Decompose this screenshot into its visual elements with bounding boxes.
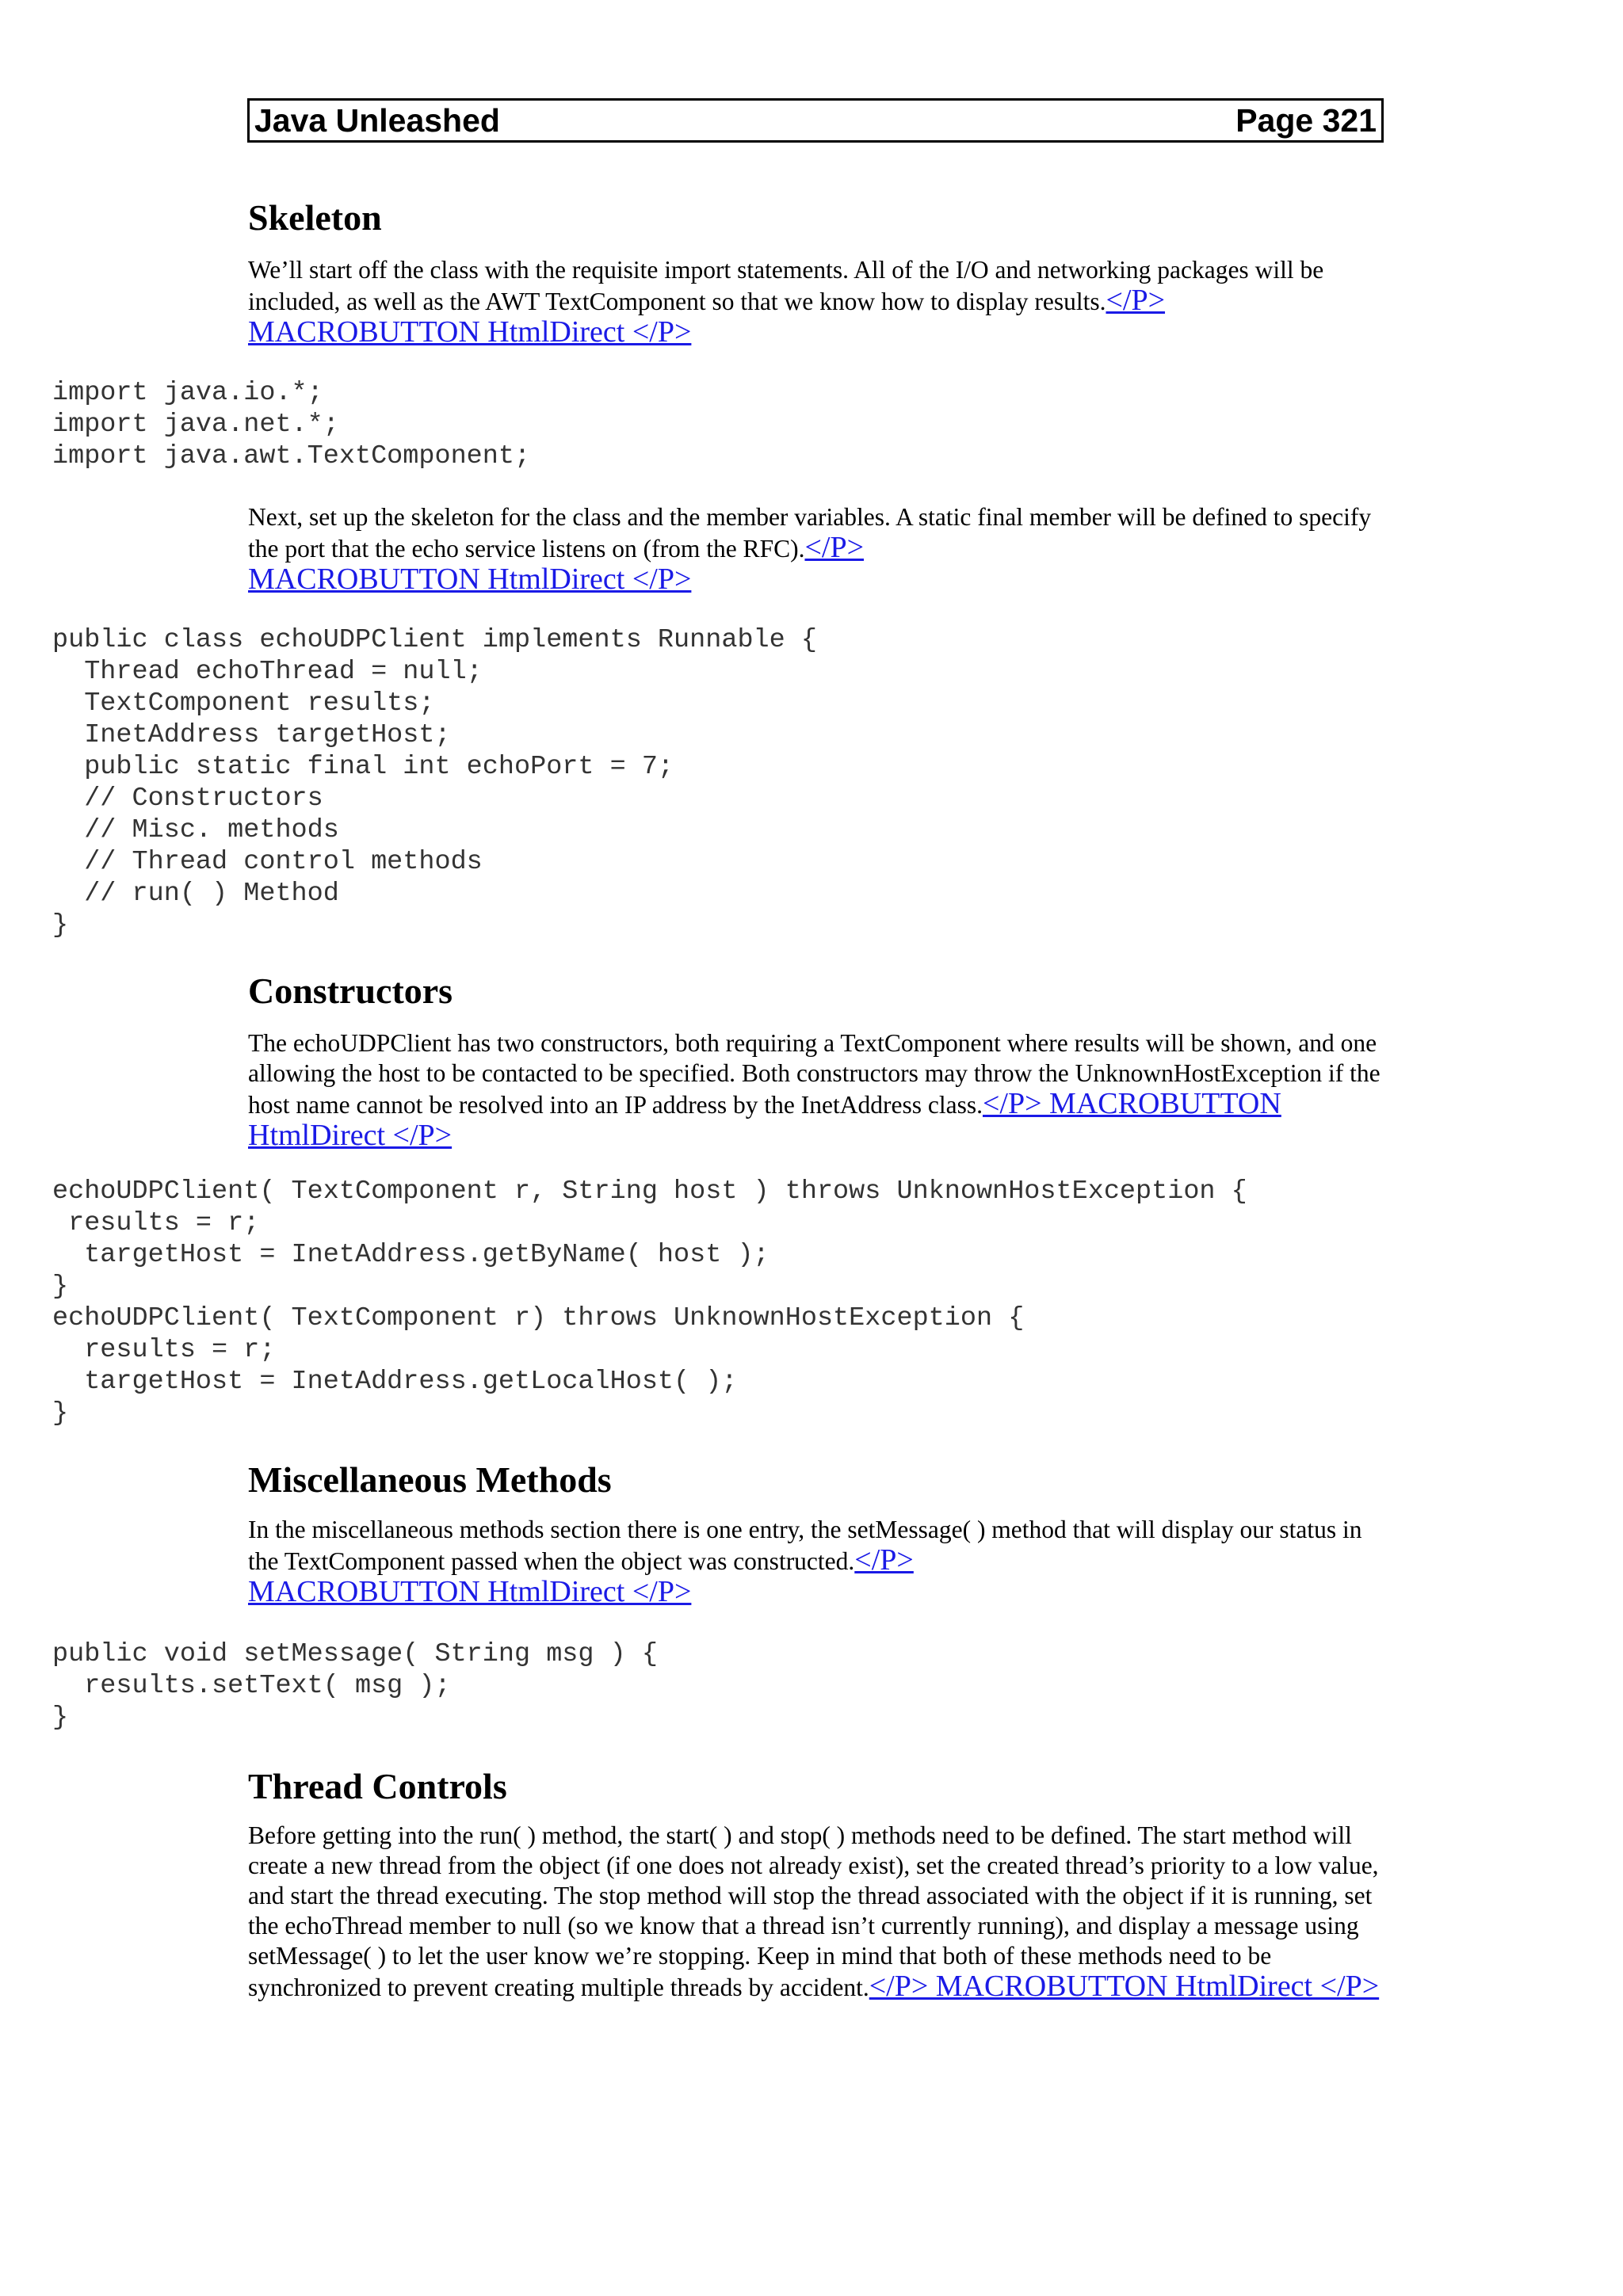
paragraph-text: Before getting into the run( ) method, the start( ) and stop( ) methods need to be defined. The start method will create a new thread from the object (if one does not already exist), set the created thread’s priority to a low value, and start the thread executing. The stop method will stop the thread associated with the object if it is running, set the echoThread member to null (so we know that a thread isn’t currently running), and display a message using setMessage( ) to let the user know we’re stopping. Keep in mind that both of these methods need to be synchronized to prevent creating multiple threads by accident. <box>248 1821 1379 2001</box>
code-block-imports: import java.io.*; import java.net.*; import java.awt.TextComponent; <box>52 378 531 471</box>
code-block-class-skeleton: public class echoUDPClient implements Runnable { Thread echoThread = null; TextComponent results; InetAddress targetHost; public static final int echoPort = 7; // Constructors // Misc. methods // Thread control methods // run( ) Method } <box>52 625 817 940</box>
heading-skeleton: Skeleton <box>248 197 382 238</box>
paragraph-text: We’ll start off the class with the requisite import statements. All of the I/O and networking packages will be included, as well as the AWT TextComponent so that we know how to display results. <box>248 256 1324 315</box>
macrobutton-link[interactable]: MACROBUTTON HtmlDirect </P> <box>248 1575 692 1608</box>
page-number: Page 321 <box>1235 101 1377 139</box>
p-close-link[interactable]: </P> <box>854 1543 914 1577</box>
paragraph-text: In the miscellaneous methods section there is one entry, the setMessage( ) method that will display our status in the TextComponent passed when the object was constructed. <box>248 1516 1362 1575</box>
p-close-link[interactable]: </P> <box>1106 284 1166 317</box>
macrobutton-link[interactable]: </P> MACROBUTTON HtmlDirect </P> <box>248 1087 1281 1152</box>
heading-constructors: Constructors <box>248 971 453 1011</box>
heading-thread-controls: Thread Controls <box>248 1766 507 1806</box>
book-title: Java Unleashed <box>254 101 500 139</box>
macrobutton-link[interactable]: </P> MACROBUTTON HtmlDirect </P> <box>869 1970 1380 2003</box>
paragraph-text: The echoUDPClient has two constructors, both requiring a TextComponent where results will be shown, and one allowing the host to be contacted to be specified. Both constructors may throw the UnknownHostException if the host name cannot be resolved into an IP address by the InetAddress class. <box>248 1029 1381 1119</box>
paragraph-skeleton-class <box>248 502 1389 596</box>
paragraph-thread-controls <box>248 1821 1389 2003</box>
macrobutton-link[interactable]: MACROBUTTON HtmlDirect </P> <box>248 563 692 596</box>
macrobutton-link[interactable]: MACROBUTTON HtmlDirect </P> <box>248 315 692 349</box>
code-block-constructors: echoUDPClient( TextComponent r, String host ) throws UnknownHostException { results = r; targetHost = InetAddress.getByName( host ); } echoUDPClient( TextComponent r) throws UnknownHostException { results = r; targetHost = InetAddress.getLocalHost( ); } <box>52 1177 1247 1428</box>
paragraph-text: Next, set up the skeleton for the class and the member variables. A static final member will be defined to specify the port that the echo service listens on (from the RFC). <box>248 503 1372 563</box>
heading-misc-methods: Miscellaneous Methods <box>248 1459 612 1500</box>
code-block-set-message: public void setMessage( String msg ) { results.setText( msg ); } <box>52 1639 658 1733</box>
paragraph-constructors <box>248 1028 1389 1152</box>
p-close-link[interactable]: </P> <box>804 531 865 564</box>
paragraph-skeleton-intro <box>248 255 1389 349</box>
paragraph-misc-methods <box>248 1515 1389 1608</box>
page-header <box>247 98 1384 143</box>
